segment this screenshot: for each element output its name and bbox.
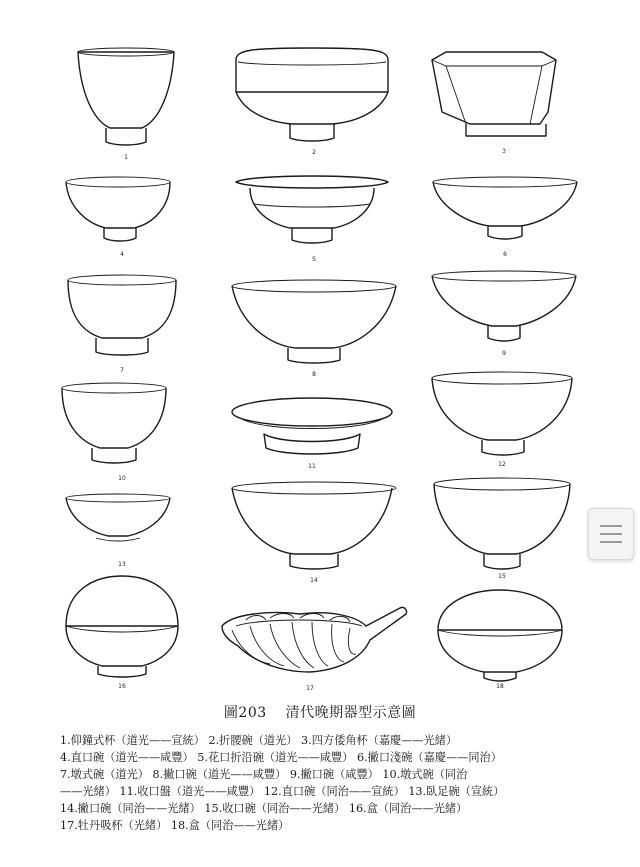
figure-caption (0, 702, 640, 722)
vessel-17-peony-sipping-cup (222, 607, 407, 692)
vessel-number: 17 (306, 685, 314, 692)
vessel-10-pier-bowl (62, 383, 166, 482)
vessel-7-pier-bowl (68, 275, 176, 374)
vessel-4-straight-bowl (66, 177, 170, 258)
vessel-number: 1 (124, 154, 128, 161)
vessel-number: 16 (118, 683, 126, 690)
vessel-number: 12 (498, 461, 506, 468)
vessel-2-waisted-bowl (236, 48, 388, 156)
vessel-number: 6 (503, 251, 507, 258)
vessel-1-bell-cup (78, 48, 174, 161)
vessel-15-closed-mouth-bowl (434, 478, 570, 580)
vessel-12-straight-bowl (432, 372, 572, 468)
figure-title: 清代晚期器型示意圖 (285, 705, 417, 721)
vessel-number: 15 (498, 573, 506, 580)
vessel-3-square-cup (432, 52, 556, 155)
vessel-11-closed-mouth-plate (232, 398, 392, 470)
vessel-number: 4 (120, 251, 124, 258)
hamburger-menu-icon (600, 541, 622, 543)
legend-line: 7.墩式碗（道光） 8.撇口碗（道光——咸豐） 9.撇口碗（咸豐） 10.墩式碗（同治 (60, 768, 468, 782)
legend-line: 17.牡丹吸杯（光緒） 18.盒（同治——光緒） (60, 819, 290, 833)
legend-line: 4.直口碗（道光——咸豐） 5.花口折沿碗（道光——咸豐） 6.撇口淺碗（嘉慶——同治） (60, 751, 502, 765)
vessel-number: 8 (312, 371, 316, 378)
legend-line: 1.仰鐘式杯（道光——宣統） 2.折腰碗（道光） 3.四方倭角杯（嘉慶——光緒） (60, 734, 458, 747)
vessel-number: 18 (496, 683, 504, 690)
vessel-number: 10 (118, 475, 126, 482)
figure-legend (60, 732, 605, 835)
hamburger-menu-icon (600, 533, 622, 535)
vessel-18-covered-box (438, 590, 562, 690)
vessel-6-flared-shallow-bowl (433, 177, 577, 258)
vessel-number: 3 (502, 148, 506, 155)
vessel-13-recumbent-foot-bowl (66, 494, 170, 568)
vessel-number: 11 (308, 463, 316, 470)
vessel-8-flared-bowl (232, 280, 396, 378)
vessel-14-flared-bowl (232, 482, 396, 584)
vessel-number: 7 (120, 367, 124, 374)
legend-line: ——光緒） 11.收口盤（道光——咸豐） 12.直口碗（同治——宣統） 13.臥足碗（宣統） (60, 785, 505, 799)
vessel-number: 2 (312, 149, 316, 156)
vessel-16-covered-box (66, 576, 178, 690)
figure-number: 圖203 (223, 705, 267, 721)
vessel-number: 14 (310, 577, 318, 584)
vessel-9-flared-bowl (432, 271, 576, 357)
vessel-5-flower-rim-bowl (236, 176, 388, 263)
vessel-number: 5 (312, 256, 316, 263)
vessel-number: 9 (502, 350, 506, 357)
hamburger-menu-button[interactable] (588, 508, 634, 560)
legend-line: 14.撇口碗（同治——光緒） 15.收口碗（同治——光緒） 16.盒（同治——光緒） (60, 802, 468, 816)
hamburger-menu-icon (600, 525, 622, 527)
vessel-number: 13 (118, 561, 126, 568)
